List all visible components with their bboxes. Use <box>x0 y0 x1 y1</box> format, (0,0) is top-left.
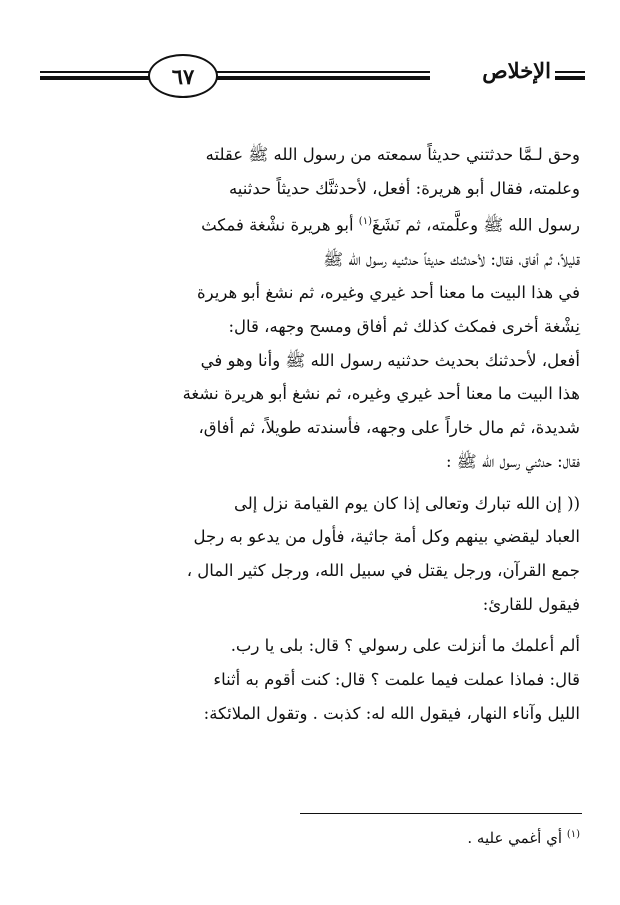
paragraph-gap <box>40 479 580 487</box>
footnote-reference: (١) <box>358 216 372 228</box>
header-rule-middle <box>212 71 430 73</box>
footnote-marker: (١) <box>566 829 580 840</box>
text-line: جمع القرآن، ورجل يقتل في سبيل الله، ورجل كثير المال ، <box>186 560 580 580</box>
header-rule-right-thick <box>555 76 585 80</box>
text-line: ألم أعلمك ما أنزلت على رسولي ؟ قال: بلى يا رب. <box>230 636 580 656</box>
header-rule-left-thick <box>40 76 150 80</box>
text-line: وحق لـمَّا حدثتني حديثاً سمعته من رسول الله ﷺ عقلته <box>205 145 580 164</box>
paragraph-1 <box>40 138 580 479</box>
text-line: العباد ليقضي بينهم وكل أمة جاثية، فأول من يدعو به رجل <box>193 527 580 547</box>
header-rule-middle-thick <box>212 76 430 80</box>
header-rule-right <box>555 71 585 73</box>
paragraph-gap <box>40 621 580 629</box>
text-line: أفعل، لأحدثنك بحديث حدثنيه رسول الله ﷺ وأنا وهو في <box>200 350 580 370</box>
paragraph-3 <box>40 629 580 730</box>
text-line: هذا البيت ما معنا أحد غيري وغيره، ثم نشغ أبو هريرة نشغة <box>182 384 580 404</box>
page-number: ٦٧ <box>171 63 195 89</box>
text-line-with-footnote <box>40 205 580 242</box>
page-number-oval <box>148 54 218 98</box>
text-line: في هذا البيت ما معنا أحد غيري وغيره، ثم نشغ أبو هريرة <box>197 283 580 303</box>
text-line: قليلاً، ثم أفاق، فقال: لأحدثنك حديثاً حدثنيه رسول الله ﷺ <box>323 249 580 269</box>
text-line: قال: فماذا عملت فيما علمت ؟ قال: كنت أقوم به أثناء <box>213 670 580 690</box>
text-line: نِشْغة أخرى فمكث كذلك ثم أفاق ومسح وجهه، قال: <box>228 317 580 337</box>
text-line: وعلمته، فقال أبو هريرة: أفعل، لأحدثنَّك حديثاً حدثنيه <box>228 178 580 198</box>
body-text <box>40 138 580 730</box>
footnote <box>467 822 580 851</box>
text-line: (( إن الله تبارك وتعالى إذا كان يوم القيامة نزل إلى <box>234 493 580 513</box>
text-line: فيقول للقارئ: <box>482 594 580 614</box>
text-line: فقال: حدثني رسول الله ﷺ : <box>445 451 580 471</box>
paragraph-2 <box>40 487 580 622</box>
text-line: الليل وآناء النهار، فيقول الله له: كذبت . وتقول الملائكة: <box>203 703 580 723</box>
header-rule-left <box>40 71 150 73</box>
text-line: شديدة، ثم مال خاراً على وجهه، فأسندته طويلاً، ثم أفاق، <box>198 418 580 438</box>
text-segment: أبو هريرة نشْغة فمكث <box>201 215 354 235</box>
footnote-divider <box>300 813 582 814</box>
chapter-title: الإخلاص <box>482 58 551 83</box>
text-segment: رسول الله ﷺ وعلَّمته، ثم نَشَغَ <box>371 215 580 235</box>
page-header <box>40 52 585 100</box>
footnote-text: أي أغمي عليه . <box>467 829 563 847</box>
